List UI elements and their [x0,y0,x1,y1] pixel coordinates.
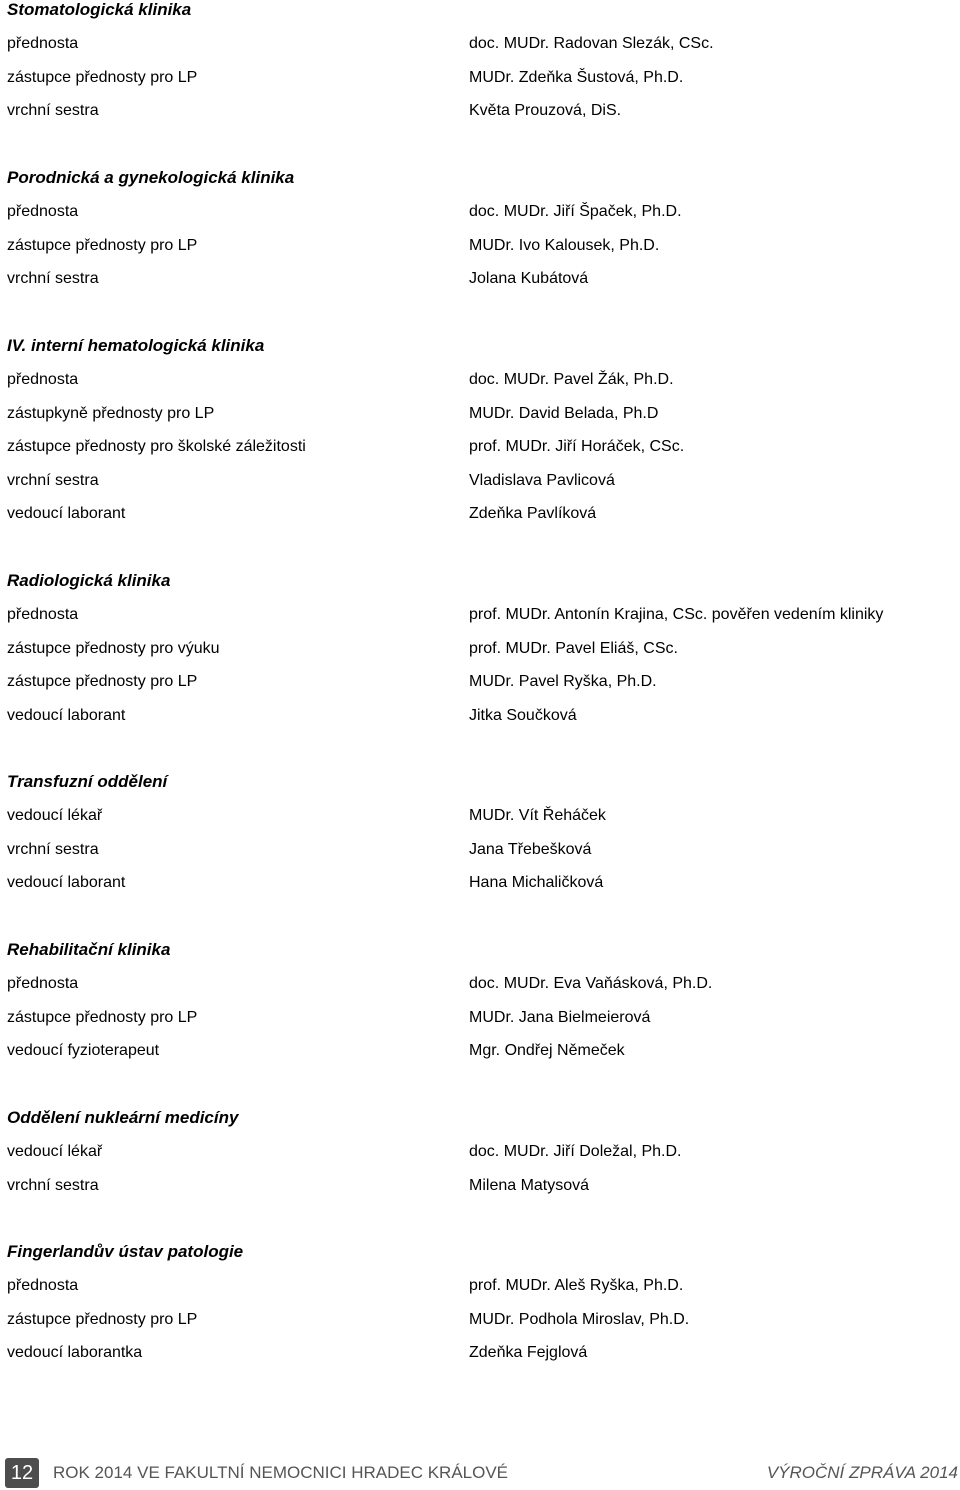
staff-name: doc. MUDr. Pavel Žák, Ph.D. [469,371,674,388]
department-title: Rehabilitační klinika [7,940,171,959]
staff-row [0,706,960,728]
staff-name: MUDr. David Belada, Ph.D [469,404,659,422]
staff-name: MUDr. Podhola Miroslav, Ph.D. [469,1310,690,1328]
staff-row [0,1276,960,1298]
staff-row [0,34,960,56]
staff-role: vrchní sestra [7,102,99,120]
staff-role: přednosta [7,371,79,388]
staff-name: MUDr. Pavel Ryška, Ph.D. [469,673,657,691]
staff-role: zástupce přednosty pro LP [7,1310,198,1328]
staff-role: přednosta [7,606,79,623]
department-title: IV. interní hematologická klinika [7,336,265,355]
staff-name: MUDr. Ivo Kalousek, Ph.D. [469,236,660,254]
staff-role: zástupce přednosty pro LP [7,236,198,254]
staff-role: vrchní sestra [7,1176,99,1194]
staff-role: přednosta [7,975,79,992]
staff-name: MUDr. Zdeňka Šustová, Ph.D. [469,68,684,86]
staff-role: zástupce přednosty pro LP [7,673,198,691]
staff-row [0,1008,960,1030]
staff-name: prof. MUDr. Antonín Krajina, CSc. pověřen vedením kliniky [469,606,884,623]
staff-name: Milena Matysová [469,1176,590,1194]
staff-row [0,605,960,627]
staff-role: zástupce přednosty pro výuku [7,639,220,657]
staff-role: vrchní sestra [7,471,99,489]
staff-row [0,639,960,661]
staff-name: prof. MUDr. Aleš Ryška, Ph.D. [469,1277,684,1294]
footer-left-text: ROK 2014 VE FAKULTNÍ NEMOCNICI HRADEC KRÁLOVÉ [53,1463,509,1482]
staff-name: prof. MUDr. Pavel Eliáš, CSc. [469,639,678,657]
staff-role: vedoucí laborant [7,874,126,892]
staff-role: zástupkyně přednosty pro LP [7,404,215,422]
staff-row [0,1142,960,1164]
staff-row [0,269,960,291]
staff-role: zástupce přednosty pro LP [7,1008,198,1026]
staff-row [0,504,960,526]
department-title: Stomatologická klinika [7,0,192,19]
staff-name: doc. MUDr. Eva Vaňásková, Ph.D. [469,975,713,992]
staff-row [0,1343,960,1365]
staff-row [0,101,960,123]
staff-row [0,202,960,224]
staff-row [0,236,960,258]
page-number: 12 [5,1458,39,1488]
staff-role: vedoucí fyzioterapeut [7,1042,160,1060]
staff-role: zástupce přednosty pro LP [7,68,198,86]
staff-row [0,1176,960,1198]
staff-name: Jitka Součková [469,706,577,724]
staff-role: vrchní sestra [7,270,99,288]
staff-role: vedoucí lékař [7,807,103,824]
staff-row [0,1041,960,1063]
staff-row [0,974,960,996]
staff-name: Květa Prouzová, DiS. [469,102,622,120]
staff-name: Zdeňka Fejglová [469,1344,588,1362]
staff-row [0,840,960,862]
staff-role: přednosta [7,203,79,220]
department-title: Radiologická klinika [7,571,171,590]
staff-role: přednosta [7,35,79,52]
staff-name: Mgr. Ondřej Němeček [469,1042,625,1060]
staff-name: Hana Michaličková [469,874,604,892]
staff-row [0,1310,960,1332]
staff-row [0,806,960,828]
department-title: Transfuzní oddělení [7,772,168,791]
staff-row [0,370,960,392]
staff-role: vrchní sestra [7,840,99,858]
department-title: Fingerlandův ústav patologie [7,1242,244,1261]
staff-row [0,471,960,493]
staff-name: MUDr. Jana Bielmeierová [469,1008,651,1026]
staff-name: doc. MUDr. Radovan Slezák, CSc. [469,35,714,52]
staff-role: vedoucí laborantka [7,1344,143,1362]
staff-name: doc. MUDr. Jiří Špaček, Ph.D. [469,203,682,220]
staff-row [0,68,960,90]
staff-name: Zdeňka Pavlíková [469,505,597,523]
staff-row [0,672,960,694]
staff-name: Vladislava Pavlicová [469,471,615,489]
staff-name: prof. MUDr. Jiří Horáček, CSc. [469,438,685,456]
staff-name: doc. MUDr. Jiří Doležal, Ph.D. [469,1143,682,1160]
staff-name: MUDr. Vít Řeháček [469,807,606,824]
department-title: Oddělení nukleární medicíny [7,1108,239,1127]
staff-role: zástupce přednosty pro školské záležitosti [7,438,306,456]
staff-name: Jolana Kubátová [469,270,589,288]
page-footer [0,1446,960,1486]
staff-role: vedoucí laborant [7,505,126,523]
staff-role: vedoucí lékař [7,1143,103,1160]
staff-role: vedoucí laborant [7,706,126,724]
staff-row [0,437,960,459]
staff-row [0,404,960,426]
staff-role: přednosta [7,1277,79,1294]
staff-row [0,873,960,895]
footer-right-text: VÝROČNÍ ZPRÁVA 2014 [766,1463,958,1482]
staff-name: Jana Třebešková [469,840,592,858]
department-title: Porodnická a gynekologická klinika [7,168,295,187]
